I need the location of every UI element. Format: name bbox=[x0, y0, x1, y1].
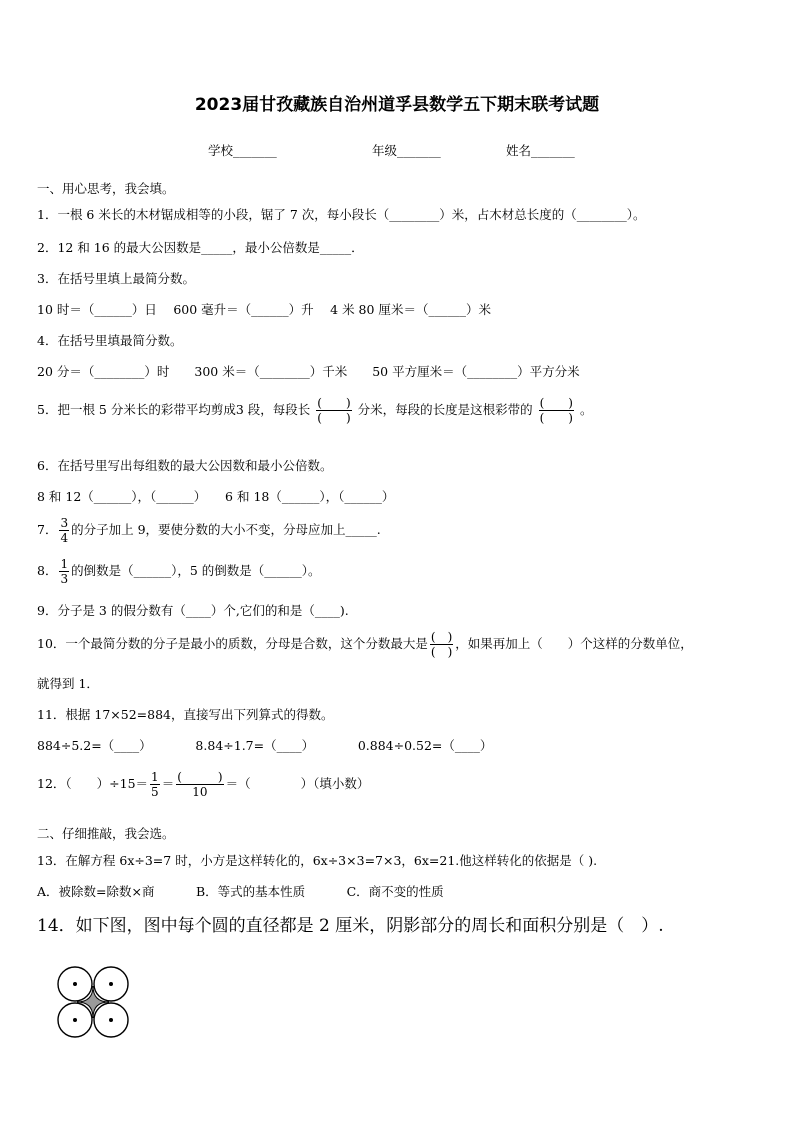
question-7 bbox=[37, 516, 381, 545]
question-11: 11．根据 17×52=884，直接写出下列算式的得数。 bbox=[37, 707, 334, 722]
question-2: 2．12 和 16 的最大公因数是_____，最小公倍数是_____． bbox=[37, 240, 364, 255]
center-dot-top-right bbox=[109, 982, 113, 986]
section-1-heading: 一、用心思考，我会填。 bbox=[37, 181, 175, 196]
question-4: 4．在括号里填最简分数。 bbox=[37, 333, 183, 348]
four-circles-figure bbox=[48, 962, 140, 1046]
q12-text-pre: 12．（ ）÷15＝ bbox=[37, 776, 149, 791]
q8-fraction-num: 1 bbox=[60, 557, 69, 571]
name-field: 姓名_______ bbox=[506, 143, 575, 158]
q5-text-mid: 分米，每段的长度是这根彩带的 bbox=[357, 402, 533, 417]
center-dot-bottom-left bbox=[73, 1018, 77, 1022]
question-5 bbox=[37, 396, 593, 425]
q5-fraction-2 bbox=[539, 396, 574, 425]
question-1: 1．一根 6 米长的木材锯成相等的小段，锯了 7 次，每小段长（________）米，占木材总长度的（________）。 bbox=[37, 207, 646, 222]
q5-fraction-1-num: ( ) bbox=[317, 396, 351, 410]
q5-text-pre: 5．把一根 5 分米长的彩带平均剪成3 段，每段长 bbox=[37, 402, 311, 417]
question-14: 14．如下图，图中每个圆的直径都是 2 厘米，阴影部分的周长和面积分别是（ ）. bbox=[37, 916, 664, 936]
center-dot-bottom-right bbox=[109, 1018, 113, 1022]
center-dot-top-left bbox=[73, 982, 77, 986]
q5-fraction-1 bbox=[316, 396, 351, 425]
question-13-options: A．被除数=除数×商 B．等式的基本性质 C．商不变的性质 bbox=[37, 884, 444, 899]
q8-number: 8． bbox=[37, 563, 58, 578]
question-10 bbox=[37, 630, 693, 659]
q10-fraction-den: ( ) bbox=[430, 645, 453, 659]
q12-fraction-1-den: 5 bbox=[151, 785, 159, 799]
question-6: 6．在括号里写出每组数的最大公因数和最小公倍数。 bbox=[37, 458, 333, 473]
question-11-items: 884÷5.2=（____） 8.84÷1.7=（____） 0.884÷0.52=（____） bbox=[37, 738, 493, 753]
q10-fraction bbox=[430, 630, 453, 659]
question-8 bbox=[37, 557, 321, 586]
q7-text: 的分子加上 9，要使分数的大小不变，分母应加上_____. bbox=[71, 522, 381, 537]
q8-fraction-den: 3 bbox=[60, 572, 69, 586]
q7-number: 7． bbox=[37, 522, 58, 537]
question-3: 3．在括号里填上最简分数。 bbox=[37, 271, 195, 286]
q12-fraction-1-num: 1 bbox=[151, 770, 159, 784]
q12-fraction-2 bbox=[176, 770, 223, 799]
q12-fraction-2-den: 10 bbox=[192, 785, 208, 799]
page-title: 2023届甘孜藏族自治州道孚县数学五下期末联考试题 bbox=[194, 95, 600, 115]
school-field: 学校_______ bbox=[208, 143, 277, 158]
q12-fraction-2-num: ( ) bbox=[177, 770, 223, 784]
shaded-region bbox=[77, 986, 109, 1018]
q12-fraction-1 bbox=[150, 770, 160, 799]
q8-fraction bbox=[59, 557, 69, 586]
q10-text-post: ，如果再加上（ ）个这样的分数单位， bbox=[455, 636, 693, 651]
question-12 bbox=[37, 770, 369, 799]
q7-fraction-num: 3 bbox=[60, 516, 69, 530]
q12-text-post: ＝（ ）（填小数） bbox=[225, 776, 370, 791]
question-10-continued: 就得到 1． bbox=[37, 676, 99, 691]
question-3-items: 10 时＝（______）日 600 毫升＝（______）升 4 米 80 厘米＝（______）米 bbox=[37, 302, 491, 317]
grade-field: 年级_______ bbox=[372, 143, 441, 158]
q7-fraction bbox=[59, 516, 69, 545]
q10-text-pre: 10．一个最简分数的分子是最小的质数，分母是合数，这个分数最大是 bbox=[37, 636, 428, 651]
question-4-items: 20 分＝（________）时 300 米＝（________）千米 50 平方厘米＝（________）平方分米 bbox=[37, 364, 580, 379]
q7-fraction-den: 4 bbox=[60, 531, 69, 545]
q5-fraction-1-den: ( ) bbox=[317, 411, 351, 425]
q8-text: 的倒数是（______），5 的倒数是（______）。 bbox=[71, 563, 321, 578]
section-2-heading: 二、仔细推敲，我会选。 bbox=[37, 826, 175, 841]
q10-fraction-num: ( ) bbox=[430, 630, 453, 644]
q12-equals: ＝ bbox=[161, 776, 175, 791]
question-13: 13．在解方程 6x÷3=7 时，小方是这样转化的，6x÷3×3=7×3，6x=21.他这样转化的依据是（ ). bbox=[37, 853, 598, 868]
q5-text-post: 。 bbox=[579, 402, 593, 417]
question-9: 9．分子是 3 的假分数有（____）个,它们的和是（____). bbox=[37, 603, 349, 618]
q5-fraction-2-num: ( ) bbox=[539, 396, 573, 410]
question-6-items: 8 和 12（______），（______） 6 和 18（______），（______） bbox=[37, 489, 395, 504]
q5-fraction-2-den: ( ) bbox=[539, 411, 573, 425]
